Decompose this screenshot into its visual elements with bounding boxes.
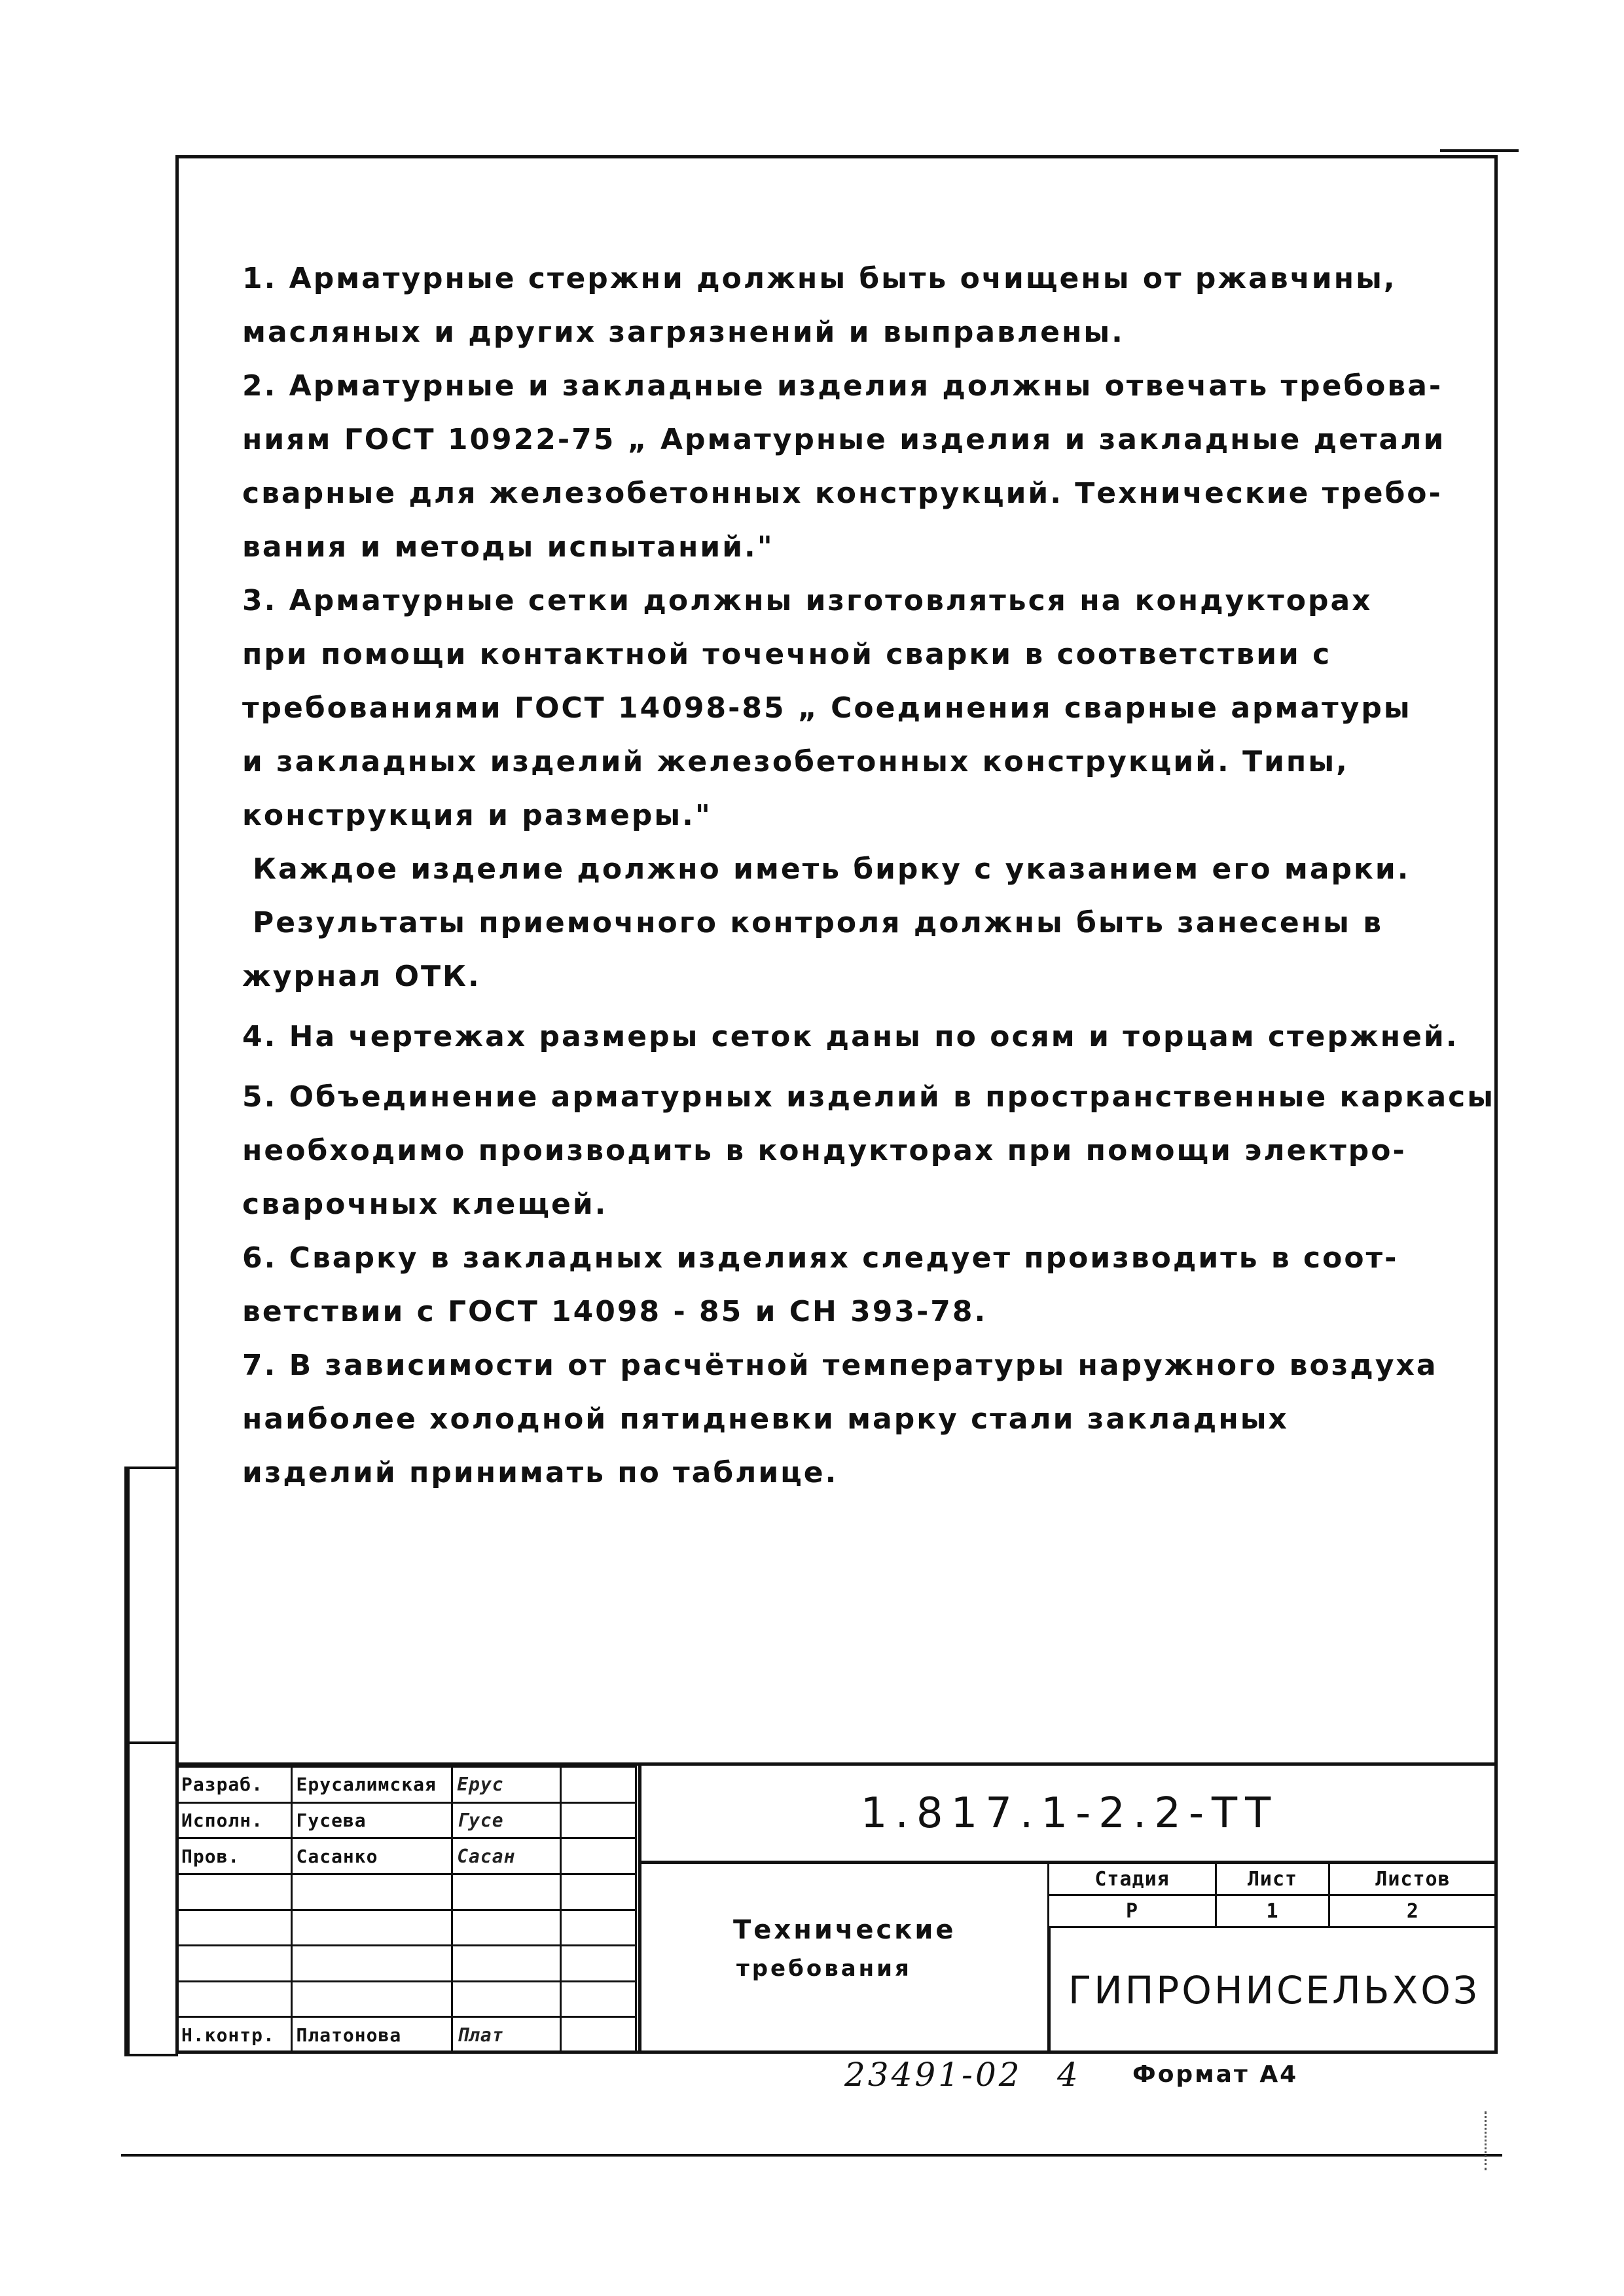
signature-row [177, 1802, 636, 1838]
name-cell [291, 1981, 452, 2017]
sheet-header: Лист [1216, 1864, 1329, 1895]
name-cell: Гусева [291, 1802, 452, 1838]
binding-strip-divider [124, 2054, 178, 2056]
binding-strip-divider [124, 1741, 178, 1744]
note-line: ветствии с ГОСТ 14098 - 85 и СН 393-78. [242, 1295, 988, 1328]
signature-cell: Гусе [452, 1802, 560, 1838]
note-line: масляных и других загрязнений и выправлены. [242, 316, 1125, 349]
name-cell: Сасанко [291, 1838, 452, 1874]
note-line: и закладных изделий железобетонных конструкций. Типы, [242, 745, 1349, 778]
note-line: вания и методы испытаний." [242, 530, 774, 564]
date-cell [560, 2017, 636, 2053]
sheet-value: 1 [1216, 1895, 1329, 1927]
name-cell [291, 1874, 452, 1910]
document-code: 1.817.1-2.2-ТТ [638, 1766, 1498, 1864]
signature-cell [452, 1981, 560, 2017]
signature-cell [452, 1874, 560, 1910]
note-line: ниям ГОСТ 10922-75 „ Арматурные изделия и закладные детали [242, 423, 1446, 456]
signature-cell: Ерус [452, 1767, 560, 1803]
note-line: 7. В зависимости от расчётной температуры наружного воздуха [242, 1349, 1438, 1382]
note-line: требованиями ГОСТ 14098-85 „ Соединения сварные арматуры [242, 691, 1412, 725]
note-line: при помощи контактной точечной сварки в соответствии с [242, 638, 1332, 671]
signature-row [177, 1981, 636, 2017]
date-cell [560, 1802, 636, 1838]
stage-header: Стадия [1049, 1864, 1216, 1895]
date-cell [560, 1981, 636, 2017]
title-block [175, 1762, 1498, 2054]
sheet-format: Формат А4 [1132, 2061, 1299, 2088]
signature-row [177, 2017, 636, 2053]
document-title-line: требования [736, 1956, 912, 1982]
note-line: 1. Арматурные стержни должны быть очищены от ржавчины, [242, 262, 1397, 295]
binding-strip [124, 1467, 175, 2054]
role-cell: Н.контр. [177, 2017, 292, 2053]
trim-mark [1485, 2111, 1489, 2170]
document-title-line: Технические [733, 1915, 956, 1945]
name-cell [291, 1946, 452, 1982]
note-line: журнал ОТК. [242, 960, 481, 993]
signature-table [175, 1766, 637, 2054]
role-cell: Исполн. [177, 1802, 292, 1838]
organization-name: ГИПРОНИСЕЛЬХОЗ [1047, 1927, 1498, 2054]
note-line: Результаты приемочного контроля должны быть занесены в [253, 906, 1384, 939]
signature-cell [452, 1910, 560, 1946]
date-cell [560, 1910, 636, 1946]
date-cell [560, 1838, 636, 1874]
inventory-number: 23491-02 [844, 2056, 1022, 2094]
sheets-header: Листов [1329, 1864, 1496, 1895]
stage-sheet-table [1047, 1864, 1498, 1928]
technical-notes [242, 252, 1496, 1500]
signature-cell: Плат [452, 2017, 560, 2053]
copy-number: 4 [1057, 2056, 1078, 2094]
signature-cell: Сасан [452, 1838, 560, 1874]
date-cell [560, 1874, 636, 1910]
sheets-value: 2 [1329, 1895, 1496, 1927]
date-cell [560, 1946, 636, 1982]
trim-line [121, 2154, 1502, 2157]
role-cell: Разраб. [177, 1767, 292, 1803]
role-cell [177, 1910, 292, 1946]
note-line: 6. Сварку в закладных изделиях следует производить в соот- [242, 1241, 1399, 1275]
role-cell: Пров. [177, 1838, 292, 1874]
role-cell [177, 1874, 292, 1910]
signature-row [177, 1767, 636, 1803]
signature-cell [452, 1946, 560, 1982]
note-line: 3. Арматурные сетки должны изготовляться на кондукторах [242, 584, 1373, 617]
signature-row [177, 1910, 636, 1946]
note-line: Каждое изделие должно иметь бирку с указанием его марки. [253, 852, 1411, 886]
note-line: сварочных клещей. [242, 1188, 608, 1221]
stage-value: Р [1049, 1895, 1216, 1927]
note-line: изделий принимать по таблице. [242, 1456, 839, 1489]
note-line: сварные для железобетонных конструкций. Технические требо- [242, 477, 1443, 510]
top-edge-tick [1440, 149, 1519, 152]
signature-row [177, 1874, 636, 1910]
date-cell [560, 1767, 636, 1803]
document-title [638, 1864, 1047, 2054]
signature-row [177, 1946, 636, 1982]
role-cell [177, 1946, 292, 1982]
name-cell [291, 1910, 452, 1946]
signature-row [177, 1838, 636, 1874]
binding-strip-edge [127, 1467, 130, 2054]
note-line: 5. Объединение арматурных изделий в пространственные каркасы [242, 1080, 1496, 1114]
note-line: 2. Арматурные и закладные изделия должны отвечать требова- [242, 369, 1443, 403]
role-cell [177, 1981, 292, 2017]
note-line: наиболее холодной пятидневки марку стали закладных [242, 1402, 1289, 1436]
note-line: 4. На чертежах размеры сеток даны по осям и торцам стержней. [242, 1020, 1459, 1053]
name-cell: Ерусалимская [291, 1767, 452, 1803]
note-line: необходимо производить в кондукторах при помощи электро- [242, 1134, 1407, 1167]
name-cell: Платонова [291, 2017, 452, 2053]
note-line: конструкция и размеры." [242, 799, 712, 832]
